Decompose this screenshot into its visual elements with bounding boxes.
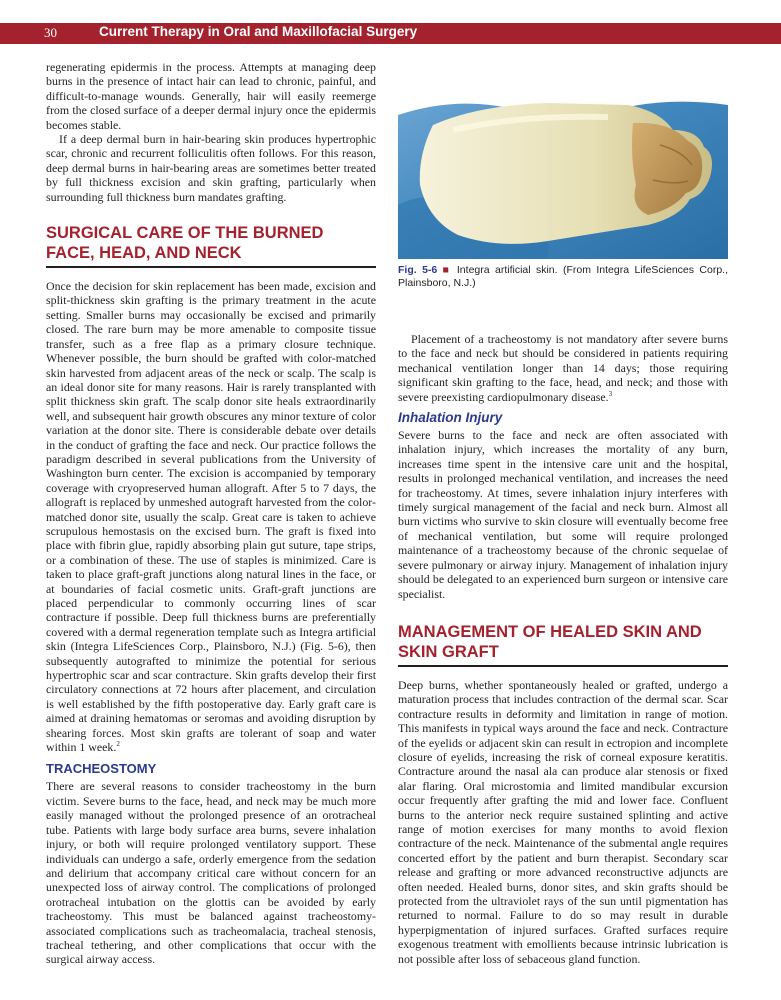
right-column: [398, 332, 728, 966]
paragraph: Severe burns to the face and neck are often associated with inhalation injury, which increases the mortality of any burn, increases time spent in the intensive care unit and the hospital, results in prolonged mechanical ventilation, and increases the need for tracheostomy. At times, severe inhalation injury interferes with timely surgical management of the facial and neck burn. Almost all burn victims who survive to skin closure will eventually become free of mechanical ventilation, but some will require prolonged maintenance of a tracheostomy because of the chronic sequelae of severe pulmonary or airway injury. Management of inhalation injury should be delegated to an experienced burn surgeon or intensive care specialist.: [398, 428, 728, 601]
caption-bullet: ■: [442, 264, 452, 276]
paragraph: If a deep dermal burn in hair-bearing skin produces hypertrophic scar, chronic and recurrent folliculitis often follows. For this reason, deep dermal burns in hair-bearing areas are sometimes better treated by full thickness excision and skin grafting, particularly when surrounding full thickness burn mandates grafting.: [46, 132, 376, 204]
paragraph-text: Placement of a tracheostomy is not mandatory after severe burns to the face and neck but should be considered in patients requiring mechanical ventilation longer than 14 days; those requiring significant skin grafting to the face, head, and neck; and those with severe preexisting cardiopulmonary disease.: [398, 332, 728, 404]
figure-caption: [398, 264, 728, 290]
paragraph: [46, 279, 376, 754]
running-title: Current Therapy in Oral and Maxillofacial Surgery: [99, 24, 418, 39]
paragraph: regenerating epidermis in the process. Attempts at managing deep burns in the presence of intact hair can lead to chronic, painful, and difficult-to-manage wounds. Generally, hair will easily reemerge from the closed surface of a deeper dermal injury once the epidermis becomes stable.: [46, 60, 376, 132]
paragraph: [398, 332, 728, 404]
section-heading: SURGICAL CARE OF THE BURNED FACE, HEAD, AND NECK: [46, 223, 376, 268]
gloved-hand-illustration: [398, 85, 728, 259]
left-column: [46, 60, 376, 967]
paragraph: There are several reasons to consider tracheostomy in the burn victim. Severe burns to the face, head, and neck may be much more easily managed without the prolonged presence of an orotracheal tube. Patients with large body surface area burns, severe inhalation injury, or both will require prolonged ventilatory support. These individuals can undergo a safe, orderly emergence from the sedation and delirium that accompany critical care without concern for an unexpected loss of airway control. The complications of prolonged orotracheal intubation on the glottis can be avoided by early tracheostomy. This must be balanced against tracheostomy-associated complications such as tracheomalacia, tracheal stenosis, tracheal tethering, and other complications that occur with the surgical airway access.: [46, 779, 376, 967]
citation-superscript: 3: [608, 389, 613, 398]
running-header: [0, 23, 781, 44]
paragraph-text: Once the decision for skin replacement has been made, excision and split-thickness skin grafting is the primary treatment in the acute setting. Smaller burns may occasionally be excised and primarily closed. The rare burn may be more amenable to composite tissue transfer, such as a free flap as a primary closure technique. Whenever possible, the burn should be grafted with color-matched skin harvested from adjacent areas of the neck or scalp. The scalp is an ideal donor site for many reasons. Hair is rarely transplanted with split thickness skin graft. The scalp donor site heals extraordinarily well, and subsequent hair growth obscures any minor texture of color variation at the donor site. There is considerable debate over details in the conduct of grafting the face and neck. Our practice follows the paradigm described in several publications from the University of Washington burn center. The excision is accompanied by temporary coverage with cryopreserved human allograft. After 5 to 7 days, the allograft is replaced by unmeshed autograft harvested from the color-matched donor site, usually the scalp. Great care is taken to achieve scrupulous hemostasis on the excised burn. The graft is fixed into place with fibrin glue, rapidly absorbing plain gut suture, tape strips, or a combination of these. The use of staples is minimized. Care is taken to place graft-graft junctions along natural lines in the face, or at boundaries of facial cosmetic units. Graft-graft junctions are placed perpendicular to commonly occurring lines of scar contracture if possible. Deep full thickness burns are preferentially covered with a dermal regeneration template such as Integra artificial skin (Integra LifeSciences Corp., Plainsboro, N.J.) (Fig. 5-6), then subsequently autografted to minimize the potential for serious hypertrophic scar and scar contracture. Skin grafts develop their first circulatory connections at 72 hours after placement, and circulation is well established by the fifth postoperative day. Early graft care is aimed at draining hematomas or seromas and avoiding disruption by shearing forces. Most skin grafts are tolerant of soap and water within 1 week.: [46, 279, 376, 755]
citation-superscript: 2: [116, 740, 120, 749]
figure-image: [398, 85, 728, 259]
caption-text: Integra artificial skin. (From Integra LifeSciences Corp., Plainsboro, N.J.): [398, 264, 728, 289]
subsection-heading: Inhalation Injury: [398, 410, 503, 426]
subsection-heading: TRACHEOSTOMY: [46, 761, 157, 777]
section-heading: MANAGEMENT OF HEALED SKIN AND SKIN GRAFT: [398, 622, 728, 667]
figure-label: Fig. 5-6: [398, 264, 438, 276]
paragraph: Deep burns, whether spontaneously healed or grafted, undergo a maturation process that includes contraction of the dermal scar. Scar contracture results in deformity and limitation in range of motion. This manifests in typical ways around the face and neck. Contracture of the eyelids or adjacent skin can result in ectropion and incomplete closure of eyelids, increasing the risk of corneal exposure keratitis. Contracture around the nasal ala can produce alar stenosis or fixed alar flaring. Oral microstomia and limited mandibular excursion occur frequently after grafting the mid and lower face. Confluent burns to the anterior neck require sustained splinting and active range of motion exercises for many months to avoid flexion contracture of the neck. Maintenance of the submental angle requires concerted effort by the patient and burn therapist. Secondary scar release and grafting or more advanced reconstructive adjuncts are often needed. Healed burns, donor sites, and skin grafts should be protected from the ultraviolet rays of the sun until pigmentation has returned to normal. Failure to do so may result in durable hyperpigmentation of injured surfaces. Grafted surfaces require exogenous treatment with emollients because intrinsic lubrication is not possible after loss of sebaceous gland function.: [398, 677, 728, 966]
page-number: 30: [44, 25, 57, 40]
